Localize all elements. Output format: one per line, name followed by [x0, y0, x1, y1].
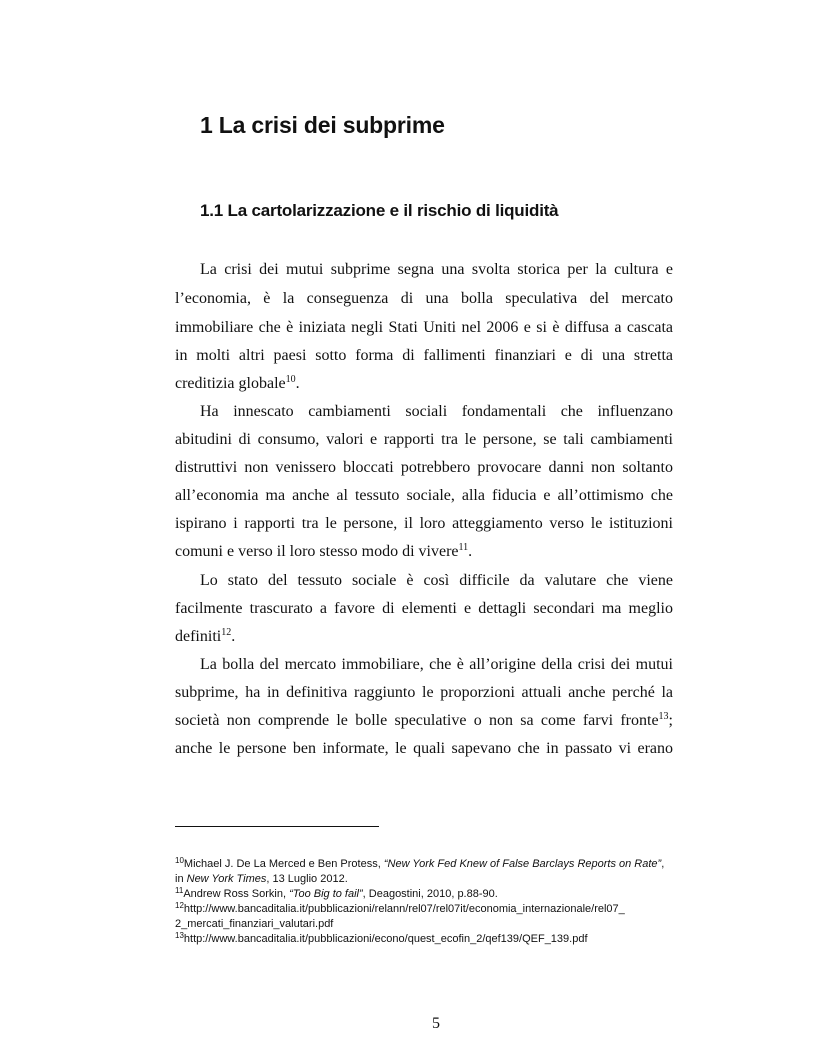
footnote-separator [175, 826, 379, 827]
text-line: subprime, ha in definitiva raggiunto le proporzioni attuali anche perché la [175, 684, 673, 701]
text-line: creditizia globale$^{10}$. [175, 374, 300, 392]
text-line: La crisi dei mutui subprime segna una svolta storica per la cultura e [200, 261, 673, 278]
footnote-11: $^{11}$Andrew Ross Sorkin, “Too Big to fail”, Deagostini, 2010, p.88-90. [175, 886, 498, 900]
section-title: 1.1 La cartolarizzazione e il rischio di liquidità [200, 201, 559, 220]
text-line: comuni e verso il loro stesso modo di vivere$^{11}$. [175, 542, 473, 560]
footnote-12: $^{12}$http://www.bancaditalia.it/pubblicazioni/relann/rel07/rel07it/economia_internazionale/rel07_ [175, 901, 625, 915]
footnote-10-cont: in New York Times, 13 Luglio 2012. [175, 873, 348, 885]
text-line: definiti$^{12}$. [175, 627, 236, 645]
text-line: Ha innescato cambiamenti sociali fondamentali che influenzano [200, 403, 673, 420]
text-line: ispirano i rapporti tra le persone, il loro atteggiamento verso le istituzioni [175, 515, 673, 532]
page-number: 5 [432, 1015, 440, 1032]
text-line: facilmente trascurato a favore di elementi e dettagli secondari ma meglio [175, 600, 673, 617]
footnote-link[interactable]: http://www.bancaditalia.it/pubblicazioni/econo/quest_ecofin_2/qef139/QEF_139.pdf [183, 933, 588, 945]
footnote-ref: 13 [658, 711, 669, 722]
chapter-title: 1 La crisi dei subprime [200, 112, 445, 138]
footnote-13: $^{13}$http://www.bancaditalia.it/pubblicazioni/econo/quest_ecofin_2/qef139/QEF_139.pdf [175, 931, 588, 945]
text-line: in molti altri paesi sotto forma di fallimenti finanziari e di una stretta [175, 347, 673, 364]
text-line: anche le persone ben informate, le quali sapevano che in passato vi erano [175, 740, 673, 757]
footnote-12-cont [175, 917, 695, 932]
text-line: abitudini di consumo, valori e rapporti tra le persone, se tali cambiamenti [175, 431, 673, 448]
text-line: La bolla del mercato immobiliare, che è all’origine della crisi dei mutui [200, 656, 673, 673]
footnote-link[interactable]: 2_mercati_finanziari_valutari.pdf [175, 918, 334, 930]
footnote-ref: 10 [285, 374, 296, 385]
text-line: società non comprende le bolle speculative o non sa come farvi fronte$^{13}$; [175, 711, 673, 729]
text-line: immobiliare che è iniziata negli Stati Uniti nel 2006 e si è diffusa a cascata [175, 319, 673, 336]
footnote-ref: 11 [458, 542, 469, 553]
text-line: all’economia ma anche al tessuto sociale, alla fiducia e all’ottimismo che [175, 487, 673, 504]
text-line: distruttivi non venissero bloccati potrebbero provocare danni non soltanto [175, 459, 673, 476]
text-line: l’economia, è la conseguenza di una bolla speculativa del mercato [175, 290, 673, 307]
text-line: Lo stato del tessuto sociale è così difficile da valutare che viene [200, 572, 673, 589]
footnote-link[interactable]: http://www.bancaditalia.it/pubblicazioni/relann/rel07/rel07it/economia_internazionale/rel07_ [183, 903, 625, 915]
footnote-10: $^{10}$Michael J. De La Merced e Ben Protess, “New York Fed Knew of False Barclays Reports on Rate”, [175, 856, 665, 870]
footnote-ref: 12 [221, 627, 232, 638]
